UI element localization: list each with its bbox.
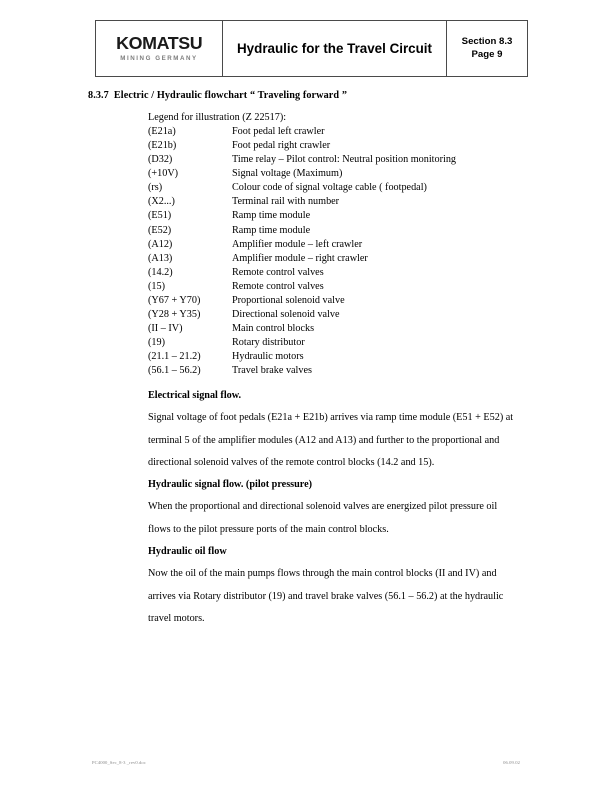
page-title: Hydraulic for the Travel Circuit bbox=[237, 40, 432, 56]
electrical-signal-flow-heading: Electrical signal flow. bbox=[148, 390, 242, 401]
legend-row-description: Time relay – Pilot control: Neutral position monitoring bbox=[232, 154, 457, 166]
legend-row bbox=[148, 280, 528, 294]
legend-row-key: (E52) bbox=[148, 224, 172, 236]
legend-row-description: Ramp time module bbox=[232, 210, 311, 222]
legend-row-description: Main control blocks bbox=[232, 322, 315, 334]
legend-rows bbox=[148, 125, 528, 378]
header-page-number: Page 9 bbox=[471, 48, 503, 60]
legend-block bbox=[148, 111, 528, 378]
hydraulic-signal-flow-heading: Hydraulic signal flow. (pilot pressure) bbox=[148, 479, 313, 491]
legend-row-key: (A13) bbox=[148, 252, 173, 264]
legend-row-description: Amplifier module – left crawler bbox=[232, 238, 363, 250]
header-title-cell bbox=[223, 21, 447, 76]
legend-row bbox=[148, 294, 528, 308]
hydraulic-signal-flow-body: When the proportional and directional solenoid valves are energized pilot pressure oil flows to the pilot pressure ports of the main control blocks. bbox=[148, 501, 498, 535]
legend-row bbox=[148, 167, 528, 181]
legend-row-description: Remote control valves bbox=[232, 266, 324, 278]
legend-row-key: (rs) bbox=[148, 182, 163, 194]
legend-row-key: (E21b) bbox=[148, 140, 177, 152]
legend-row bbox=[148, 181, 528, 195]
legend-row-description: Terminal rail with number bbox=[232, 196, 340, 208]
komatsu-logo bbox=[117, 35, 201, 62]
legend-intro: Legend for illustration (Z 22517): bbox=[148, 112, 287, 123]
page-header-table bbox=[95, 20, 528, 77]
legend-row bbox=[148, 153, 528, 167]
page-footer bbox=[92, 760, 520, 765]
electrical-signal-flow-body: Signal voltage of foot pedals (E21a + E21b) arrives via ramp time module (E51 + E52) at terminal 5 of the amplifier modules (A12 and A13) and further to the proportional and directional solenoid valves of the remote control blocks (14.2 and 15). bbox=[148, 412, 514, 468]
legend-row-description: Directional solenoid valve bbox=[232, 308, 340, 320]
legend-row-key: (E21a) bbox=[148, 126, 176, 138]
legend-row-key: (X2...) bbox=[148, 196, 175, 208]
header-section-cell bbox=[447, 21, 527, 76]
legend-row bbox=[148, 125, 528, 139]
legend-row-description: Remote control valves bbox=[232, 280, 324, 292]
legend-row bbox=[148, 195, 528, 209]
header-section-number: Section 8.3 bbox=[461, 35, 513, 47]
hydraulic-oil-flow-body: Now the oil of the main pumps flows through the main control blocks (II and IV) and arrives via Rotary distributor (19) and travel brake valves (56.1 – 56.2) at the hydraulic travel motors. bbox=[148, 568, 504, 624]
legend-row bbox=[148, 238, 528, 252]
legend-row-key: (21.1 – 21.2) bbox=[148, 351, 201, 363]
section-heading-number: 8.3.7 bbox=[88, 90, 109, 101]
legend-row-key: (D32) bbox=[148, 154, 173, 166]
header-logo-cell bbox=[96, 21, 223, 76]
legend-row-description: Travel brake valves bbox=[232, 365, 312, 377]
legend-row-description: Signal voltage (Maximum) bbox=[232, 168, 343, 180]
legend-row-description: Amplifier module – right crawler bbox=[232, 252, 368, 264]
komatsu-logo-tagline: MINING GERMANY bbox=[120, 54, 198, 62]
legend-row bbox=[148, 224, 528, 238]
legend-row-description: Hydraulic motors bbox=[232, 351, 304, 363]
legend-row-description: Ramp time module bbox=[232, 224, 311, 236]
legend-row bbox=[148, 266, 528, 280]
legend-row-key: (19) bbox=[148, 337, 165, 348]
legend-row-description: Proportional solenoid valve bbox=[232, 294, 345, 306]
section-heading-text: Electric / Hydraulic flowchart “ Traveling forward ” bbox=[113, 90, 348, 101]
legend-row bbox=[148, 139, 528, 153]
legend-row-description: Foot pedal left crawler bbox=[232, 126, 325, 138]
legend-row-description: Colour code of signal voltage cable ( footpedal) bbox=[232, 182, 427, 194]
legend-row-key: (15) bbox=[148, 280, 165, 292]
footer-date: 06.09.02 bbox=[503, 760, 520, 765]
legend-row bbox=[148, 209, 528, 223]
section-heading bbox=[88, 90, 347, 101]
footer-filename: PC4000_Sec_8-3 _rev0.doc bbox=[92, 760, 146, 765]
komatsu-logo-wordmark: KOMATSU bbox=[115, 33, 203, 54]
legend-row-key: (II – IV) bbox=[148, 322, 183, 334]
legend-row-key: (Y28 + Y35) bbox=[148, 308, 201, 320]
legend-row-key: (Y67 + Y70) bbox=[148, 294, 201, 306]
flow-descriptions bbox=[148, 385, 522, 630]
hydraulic-oil-flow-heading: Hydraulic oil flow bbox=[148, 546, 227, 558]
legend-row-key: (A12) bbox=[148, 238, 173, 250]
legend-row bbox=[148, 308, 528, 322]
legend-row-description: Foot pedal right crawler bbox=[232, 140, 331, 152]
legend-row bbox=[148, 252, 528, 266]
legend-row bbox=[148, 364, 528, 378]
legend-row bbox=[148, 322, 528, 336]
legend-row-description: Rotary distributor bbox=[232, 337, 305, 348]
legend-row bbox=[148, 336, 528, 350]
legend-row-key: (+10V) bbox=[148, 168, 179, 180]
legend-row-key: (E51) bbox=[148, 210, 172, 222]
legend-row-key: (14.2) bbox=[148, 266, 173, 278]
legend-row bbox=[148, 350, 528, 364]
legend-row-key: (56.1 – 56.2) bbox=[148, 365, 201, 377]
